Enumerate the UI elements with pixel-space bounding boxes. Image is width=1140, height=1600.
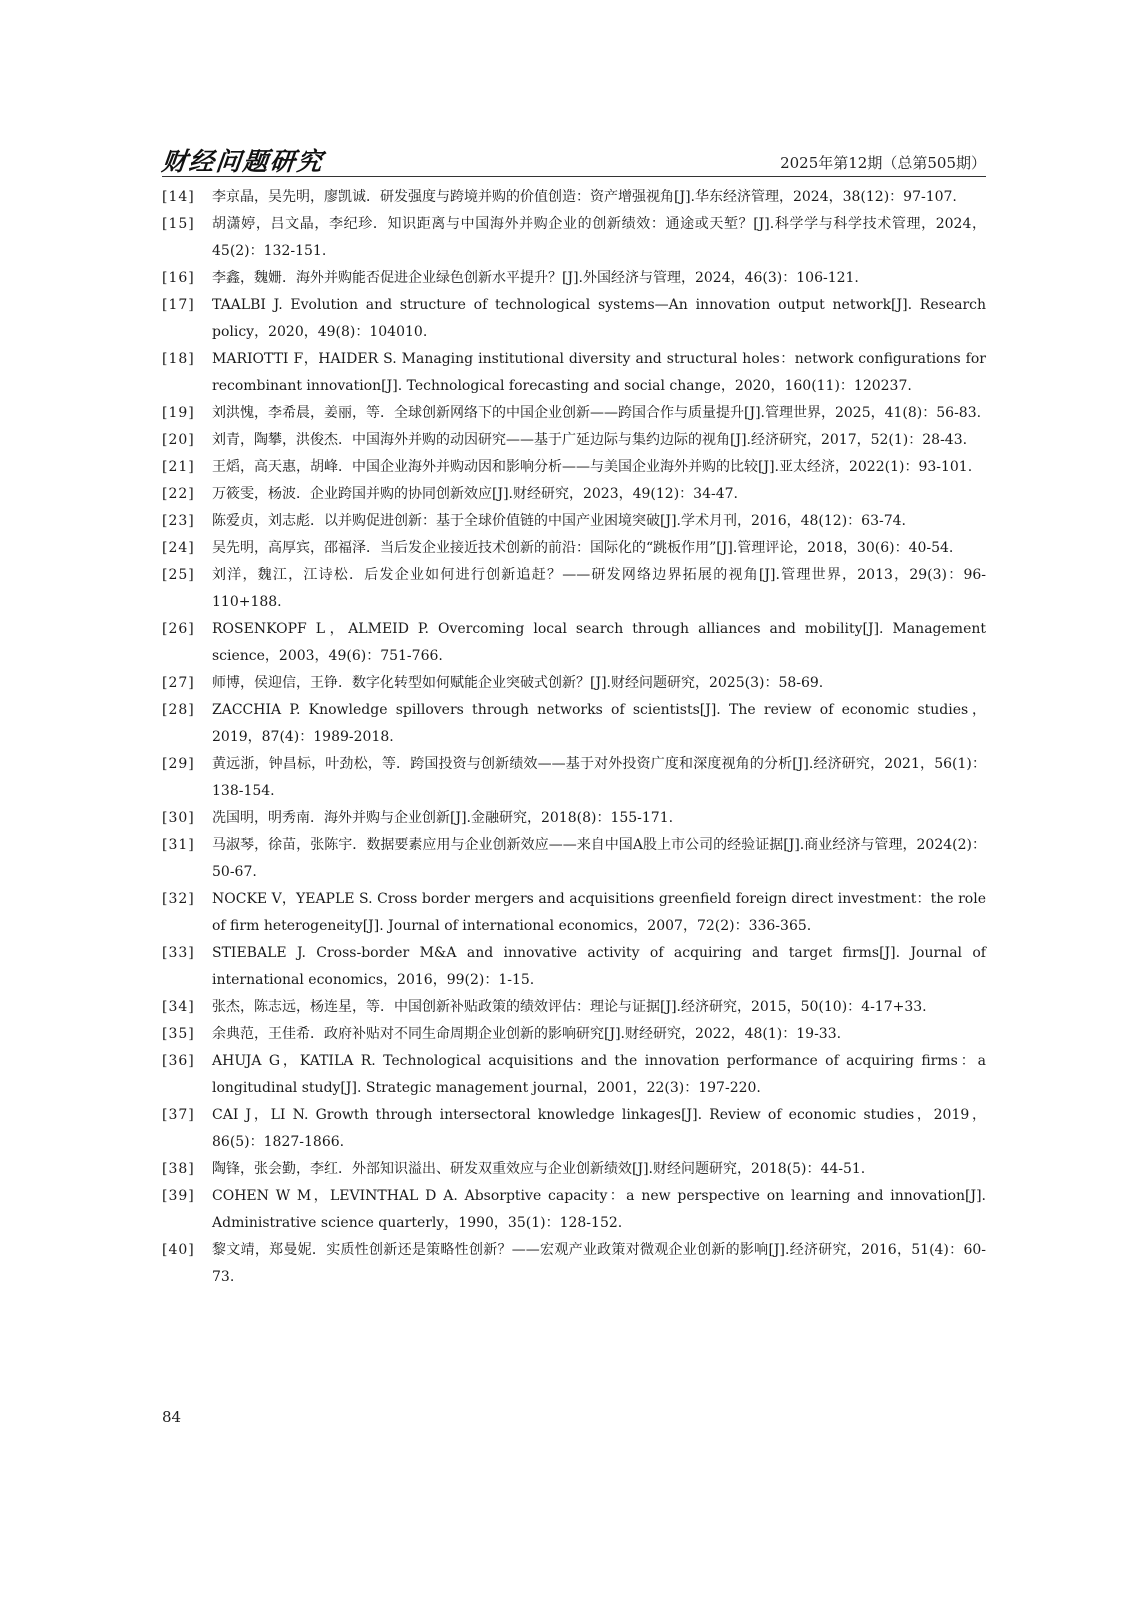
reference-number: [20] bbox=[162, 432, 195, 448]
reference-item bbox=[162, 427, 986, 454]
reference-number: [33] bbox=[162, 945, 195, 961]
reference-number: [23] bbox=[162, 513, 195, 529]
reference-number: [27] bbox=[162, 675, 195, 691]
reference-item bbox=[162, 751, 986, 805]
reference-text: ROSENKOPF L，ALMEID P. Overcoming local search through alliances and mobility[J]. Management science，2003，49(6)：751-766. bbox=[212, 621, 986, 664]
reference-item bbox=[162, 1021, 986, 1048]
running-header bbox=[162, 140, 986, 177]
reference-item bbox=[162, 184, 986, 211]
reference-item bbox=[162, 832, 986, 886]
reference-number: [32] bbox=[162, 891, 195, 907]
reference-number: [28] bbox=[162, 702, 195, 718]
reference-number: [36] bbox=[162, 1053, 195, 1069]
reference-text: CAI J，LI N. Growth through intersectoral knowledge linkages[J]. Review of economic studies，2019，86(5)：1827-1866. bbox=[212, 1107, 986, 1150]
reference-text: 冼国明，明秀南．海外并购与企业创新[J].金融研究，2018(8)：155-171. bbox=[212, 810, 674, 826]
reference-item bbox=[162, 697, 986, 751]
reference-number: [16] bbox=[162, 270, 195, 286]
reference-text: STIEBALE J. Cross-border M&A and innovative activity of acquiring and target firms[J]. Journal of international economics，2016，99(2)：1-15. bbox=[212, 945, 986, 988]
reference-number: [34] bbox=[162, 999, 195, 1015]
reference-item bbox=[162, 616, 986, 670]
reference-item bbox=[162, 886, 986, 940]
reference-item bbox=[162, 535, 986, 562]
reference-number: [25] bbox=[162, 567, 195, 583]
reference-number: [14] bbox=[162, 189, 195, 205]
reference-text: MARIOTTI F，HAIDER S. Managing institutional diversity and structural holes：network configurations for recombinant innovation[J]. Technological forecasting and social change，2020，160(11)：120237. bbox=[212, 351, 986, 394]
reference-number: [21] bbox=[162, 459, 195, 475]
reference-item bbox=[162, 940, 986, 994]
reference-item bbox=[162, 292, 986, 346]
reference-number: [26] bbox=[162, 621, 195, 637]
reference-number: [40] bbox=[162, 1242, 195, 1258]
reference-number: [24] bbox=[162, 540, 195, 556]
reference-text: 张杰，陈志远，杨连星，等．中国创新补贴政策的绩效评估：理论与证据[J].经济研究，2015，50(10)：4-17+33. bbox=[212, 999, 927, 1015]
reference-text: NOCKE V，YEAPLE S. Cross border mergers and acquisitions greenfield foreign direct investment：the role of firm heterogeneity[J]. Journal of international economics，2007，72(2)：336-365. bbox=[212, 891, 986, 934]
reference-item bbox=[162, 211, 986, 265]
reference-text: 胡潇婷，吕文晶，李纪珍．知识距离与中国海外并购企业的创新绩效：通途或天堑？[J].科学学与科学技术管理，2024，45(2)：132-151. bbox=[212, 216, 986, 259]
reference-item bbox=[162, 1102, 986, 1156]
reference-text: 刘洪愧，李希晨，姜丽，等．全球创新网络下的中国企业创新——跨国合作与质量提升[J].管理世界，2025，41(8)：56-83. bbox=[212, 405, 982, 421]
reference-text: 李京晶，吴先明，廖凯诚．研发强度与跨境并购的价值创造：资产增强视角[J].华东经济管理，2024，38(12)：97-107. bbox=[212, 189, 957, 205]
issue-info: 2025年第12期（总第505期） bbox=[780, 154, 986, 172]
journal-logo: 财经问题研究 bbox=[160, 147, 326, 176]
reference-text: 黎文靖，郑曼妮．实质性创新还是策略性创新？——宏观产业政策对微观企业创新的影响[J].经济研究，2016，51(4)：60-73. bbox=[212, 1242, 986, 1285]
reference-number: [19] bbox=[162, 405, 195, 421]
reference-item bbox=[162, 562, 986, 616]
reference-text: 马淑琴，徐苗，张陈宇．数据要素应用与企业创新效应——来自中国A股上市公司的经验证据[J].商业经济与管理，2024(2)：50-67. bbox=[212, 837, 986, 880]
reference-text: 陈爱贞，刘志彪．以并购促进创新：基于全球价值链的中国产业困境突破[J].学术月刊，2016，48(12)：63-74. bbox=[212, 513, 906, 529]
reference-text: ZACCHIA P. Knowledge spillovers through networks of scientists[J]. The review of economic studies，2019，87(4)：1989-2018. bbox=[212, 702, 986, 745]
reference-number: [30] bbox=[162, 810, 195, 826]
reference-item bbox=[162, 1156, 986, 1183]
reference-item bbox=[162, 346, 986, 400]
reference-item bbox=[162, 481, 986, 508]
reference-item bbox=[162, 994, 986, 1021]
reference-text: 王熖，高天惠，胡峰．中国企业海外并购动因和影响分析——与美国企业海外并购的比较[J].亚太经济，2022(1)：93-101. bbox=[212, 459, 973, 475]
reference-text: COHEN W M，LEVINTHAL D A. Absorptive capacity：a new perspective on learning and innovation[J]. Administrative science quarterly，1990，35(1)：128-152. bbox=[212, 1188, 986, 1231]
reference-text: 陶锋，张会勤，李红．外部知识溢出、研发双重效应与企业创新绩效[J].财经问题研究，2018(5)：44-51. bbox=[212, 1161, 866, 1177]
reference-number: [15] bbox=[162, 216, 195, 232]
reference-item bbox=[162, 454, 986, 481]
reference-item bbox=[162, 670, 986, 697]
reference-item bbox=[162, 1183, 986, 1237]
reference-number: [18] bbox=[162, 351, 195, 367]
reference-text: TAALBI J. Evolution and structure of technological systems—An innovation output network[J]. Research policy，2020，49(8)：104010. bbox=[212, 297, 986, 340]
reference-text: AHUJA G，KATILA R. Technological acquisitions and the innovation performance of acquiring firms：a longitudinal study[J]. Strategic management journal，2001，22(3)：197-220. bbox=[212, 1053, 986, 1096]
reference-item bbox=[162, 508, 986, 535]
reference-text: 黄远浙，钟昌标，叶劲松，等．跨国投资与创新绩效——基于对外投资广度和深度视角的分析[J].经济研究，2021，56(1)：138-154. bbox=[212, 756, 986, 799]
reference-number: [35] bbox=[162, 1026, 195, 1042]
page-number: 84 bbox=[162, 1408, 182, 1426]
reference-number: [17] bbox=[162, 297, 195, 313]
reference-item bbox=[162, 1237, 986, 1291]
reference-list bbox=[162, 184, 986, 1291]
reference-text: 师博，侯迎信，王铮．数字化转型如何赋能企业突破式创新？[J].财经问题研究，2025(3)：58-69. bbox=[212, 675, 824, 691]
reference-text: 万筱雯，杨波．企业跨国并购的协同创新效应[J].财经研究，2023，49(12)：34-47. bbox=[212, 486, 738, 502]
reference-number: [38] bbox=[162, 1161, 195, 1177]
reference-text: 刘青，陶攀，洪俊杰．中国海外并购的动因研究——基于广延边际与集约边际的视角[J].经济研究，2017，52(1)：28-43. bbox=[212, 432, 968, 448]
reference-text: 吴先明，高厚宾，邵福泽．当后发企业接近技术创新的前沿：国际化的“跳板作用”[J].管理评论，2018，30(6)：40-54. bbox=[212, 540, 954, 556]
reference-item bbox=[162, 805, 986, 832]
reference-text: 李鑫，魏姗．海外并购能否促进企业绿色创新水平提升？[J].外国经济与管理，2024，46(3)：106-121. bbox=[212, 270, 859, 286]
reference-text: 余典范，王佳希．政府补贴对不同生命周期企业创新的影响研究[J].财经研究，2022，48(1)：19-33. bbox=[212, 1026, 842, 1042]
reference-item bbox=[162, 265, 986, 292]
reference-number: [22] bbox=[162, 486, 195, 502]
reference-item bbox=[162, 1048, 986, 1102]
reference-number: [39] bbox=[162, 1188, 195, 1204]
reference-number: [31] bbox=[162, 837, 195, 853]
reference-text: 刘洋，魏江，江诗松．后发企业如何进行创新追赶？——研发网络边界拓展的视角[J].管理世界，2013，29(3)：96-110+188. bbox=[212, 567, 986, 610]
reference-number: [37] bbox=[162, 1107, 195, 1123]
reference-item bbox=[162, 400, 986, 427]
reference-number: [29] bbox=[162, 756, 195, 772]
